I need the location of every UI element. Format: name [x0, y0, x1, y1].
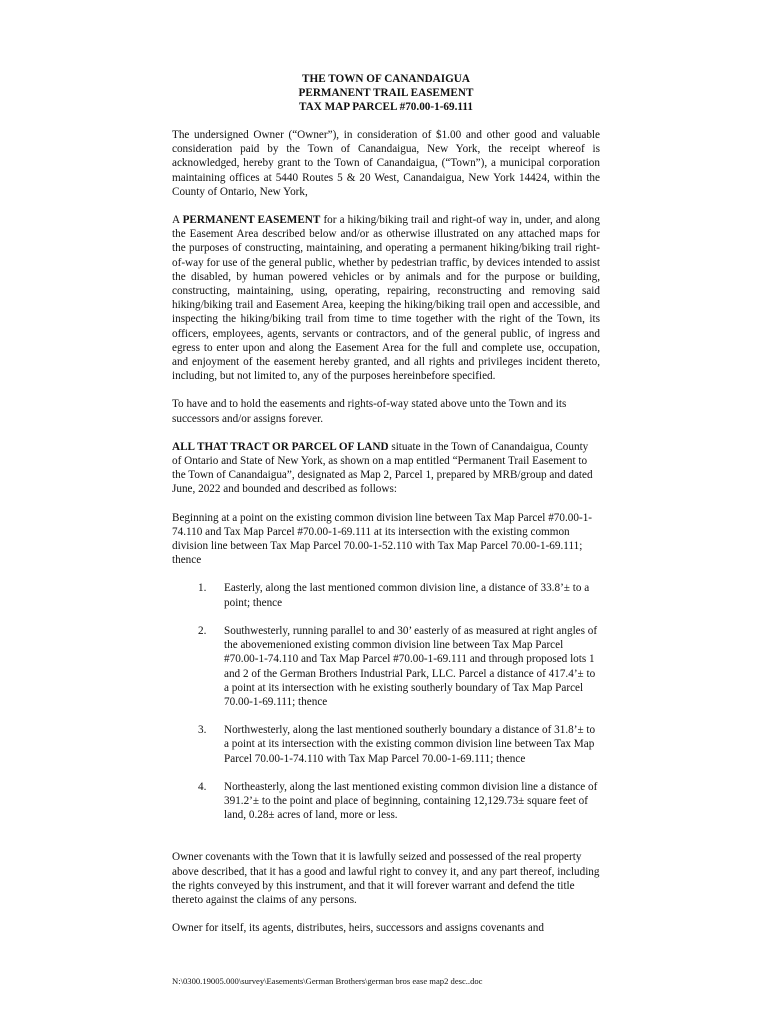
course-text: Easterly, along the last mentioned common division line, a distance of 33.8’± to a point; thence — [224, 582, 590, 609]
paragraph-beginning: Beginning at a point on the existing common division line between Tax Map Parcel #70.00-1-74.110 and Tax Map Parcel #70.00-1-69.111 at its intersection with the existing common division line between Tax Map Parcel 70.00-1-52.110 with Tax Map Parcel 70.00-1-69.111; thence — [172, 511, 593, 567]
list-item — [172, 723, 600, 766]
course-number: 1. — [198, 582, 207, 595]
paragraph-covenants: Owner covenants with the Town that it is lawfully seized and possessed of the real property above described, that it has a good and lawful right to convey it, and any part thereof, including the rights conveyed by this instrument, and that it will forever warrant and defend the title thereto against the claims of any persons. — [172, 851, 600, 906]
course-number: 4. — [198, 780, 207, 793]
list-item — [172, 780, 600, 823]
easement-lead-bold: PERMANENT EASEMENT — [182, 214, 321, 227]
easement-text: for a hiking/biking trail and right-of way in, under, and along the Easement Area described below and/or as otherwise illustrated on any attached maps for the purposes of constructing, maintaining, and operating a permanent hiking/biking trail right-of-way for use of the general public, whether by pedestrian traffic, by devices intended to assist the disabled, by human powered vehicles or by animals and for the purpose or building, constructing, maintaining, using, operating, repairing, reconstructing and removing said hiking/biking trail and Easement Area, keeping the hiking/biking trail open and accessible, and inspecting the hiking/biking trail from time to time together with the right of the Town, its officers, employees, agents, servants or contractors, and of the general public, of ingress and egress to enter upon and along the Easement Area for the full and complete use, occupation, and enjoyment of the easement hereby granted, and all rights and privileges incident thereto, including, but not limited to, any of the purposes hereinbefore specified. — [172, 214, 600, 383]
title-line-1: THE TOWN OF CANANDAIGUA — [302, 73, 470, 85]
course-text: Southwesterly, running parallel to and 30’ easterly of as measured at right angles of the abovemenioned existing common division line between Tax Map Parcel #70.00-1-74.110 and Tax Map Parcel #70.00-1-69.111 and through proposed lots 1 and 2 of the German Brothers Industrial Park, LLC. Parcel a distance of 417.4’± to a point at its intersection with he existing southerly boundary of Tax Map Parcel 70.00-1-69.111; thence — [224, 624, 598, 708]
title-line-2: PERMANENT TRAIL EASEMENT — [298, 87, 474, 99]
spacer — [172, 836, 600, 850]
file-path-footer: N:\0300.19005.000\survey\Easements\German Brothers\german bros ease map2 desc..doc — [172, 976, 483, 986]
tract-text: situate in the Town of Canandaigua, County of Ontario and State of New York, as shown on a map entitled “Permanent Trail Easement to the Town of Canandaigua”, designated as Map 2, Parcel 1, prepared by MRB/group and dated June, 2022 and bounded and described as follows: — [172, 440, 593, 496]
course-number: 2. — [198, 624, 207, 637]
list-item — [172, 581, 600, 609]
tract-lead-bold: ALL THAT TRACT OR PARCEL OF LAND — [172, 440, 389, 453]
paragraph-consideration: The undersigned Owner (“Owner”), in consideration of $1.00 and other good and valuable consideration paid by the Town of Canandaigua, New York, the receipt whereof is acknowledged, hereby grant to the Town of Canandaigua, (“Town”), a municipal corporation maintaining offices at 5440 Routes 5 & 20 West, Canandaigua, New York 14424, within the County of Ontario, New York, — [172, 129, 600, 198]
title-line-3: TAX MAP PARCEL #70.00-1-69.111 — [299, 101, 473, 113]
paragraph-permanent-easement — [172, 213, 600, 383]
course-number: 3. — [198, 724, 207, 737]
courses-list — [172, 581, 600, 822]
paragraph-tract-description — [172, 440, 600, 497]
course-text: Northwesterly, along the last mentioned southerly boundary a distance of 31.8’± to a point at its intersection with the existing common division line between Tax Map Parcel 70.00-1-74.110 with Tax Map Parcel 70.00-1-69.111; thence — [224, 724, 596, 765]
document-body — [172, 72, 600, 949]
list-item — [172, 624, 600, 709]
paragraph-owner-covenants: Owner for itself, its agents, distributes, heirs, successors and assigns covenants and — [172, 922, 544, 935]
easement-lead: A — [172, 214, 183, 227]
paragraph-habendum: To have and to hold the easements and rights-of-way stated above unto the Town and its successors and/or assigns forever. — [172, 398, 567, 425]
document-title — [172, 72, 600, 114]
course-text: Northeasterly, along the last mentioned existing common division line a distance of 391.2’± to the point and place of beginning, containing 12,129.73± square feet of land, 0.28± acres of land, more or less. — [224, 780, 598, 822]
